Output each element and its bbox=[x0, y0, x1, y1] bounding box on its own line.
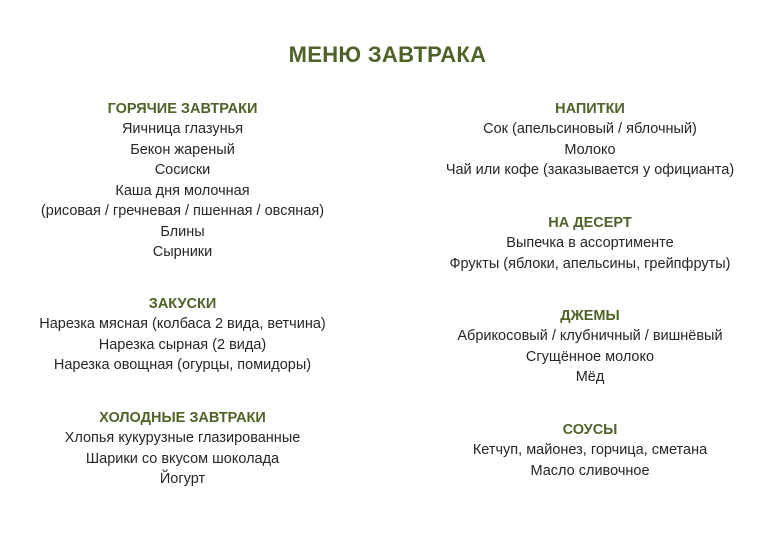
menu-item: Кетчуп, майонез, горчица, сметана bbox=[472, 442, 708, 458]
menu-item: Масло сливочное bbox=[530, 462, 650, 479]
menu-item: Йогурт bbox=[159, 471, 206, 487]
menu-item: Сок (апельсиновый / яблочный) bbox=[483, 121, 697, 137]
section-heading: ДЖЕМЫ bbox=[560, 308, 620, 324]
menu-item: Выпечка в ассортименте bbox=[506, 235, 674, 251]
menu-item: Блины bbox=[160, 223, 205, 240]
section-heading: НАПИТКИ bbox=[555, 101, 625, 117]
menu-item: Сосиски bbox=[154, 162, 211, 178]
section-drinks bbox=[405, 99, 775, 181]
section-cold-breakfasts bbox=[0, 408, 365, 490]
menu-item: Шарики со вкусом шоколада bbox=[85, 450, 280, 467]
section-hot-breakfasts bbox=[0, 99, 365, 263]
menu-item: Абрикосовый / клубничный / вишнёвый bbox=[457, 328, 723, 344]
menu-item: Яичница глазунья bbox=[121, 121, 244, 137]
menu-item: Хлопья кукурузные глазированные bbox=[64, 430, 301, 446]
section-heading: СОУСЫ bbox=[562, 422, 618, 438]
menu-item: Каша дня молочная bbox=[115, 182, 250, 199]
section-sauces bbox=[405, 420, 775, 481]
menu-item: Сырники bbox=[152, 244, 213, 260]
menu-item: Нарезка овощная (огурцы, помидоры) bbox=[53, 357, 312, 373]
menu-item: (рисовая / гречневая / пшенная / овсяная) bbox=[40, 203, 325, 219]
section-snacks bbox=[0, 294, 365, 376]
menu-item: Нарезка мясная (колбаса 2 вида, ветчина) bbox=[39, 316, 326, 332]
menu-item: Нарезка сырная (2 вида) bbox=[98, 336, 267, 353]
menu-item: Мёд bbox=[575, 369, 605, 385]
section-heading: ГОРЯЧИЕ ЗАВТРАКИ bbox=[107, 101, 258, 117]
section-dessert bbox=[405, 213, 775, 274]
menu-title: МЕНЮ ЗАВТРАКА bbox=[288, 42, 487, 67]
section-jams bbox=[405, 306, 775, 388]
section-heading: ХОЛОДНЫЕ ЗАВТРАКИ bbox=[99, 410, 266, 426]
section-heading: ЗАКУСКИ bbox=[148, 296, 217, 312]
menu-item: Чай или кофе (заказывается у официанта) bbox=[445, 162, 735, 178]
section-heading: НА ДЕСЕРТ bbox=[548, 215, 632, 231]
menu-item: Молоко bbox=[564, 141, 616, 158]
menu-item: Бекон жареный bbox=[130, 141, 235, 158]
menu-item: Сгущённое молоко bbox=[525, 348, 655, 365]
menu-item: Фрукты (яблоки, апельсины, грейпфруты) bbox=[449, 255, 731, 272]
